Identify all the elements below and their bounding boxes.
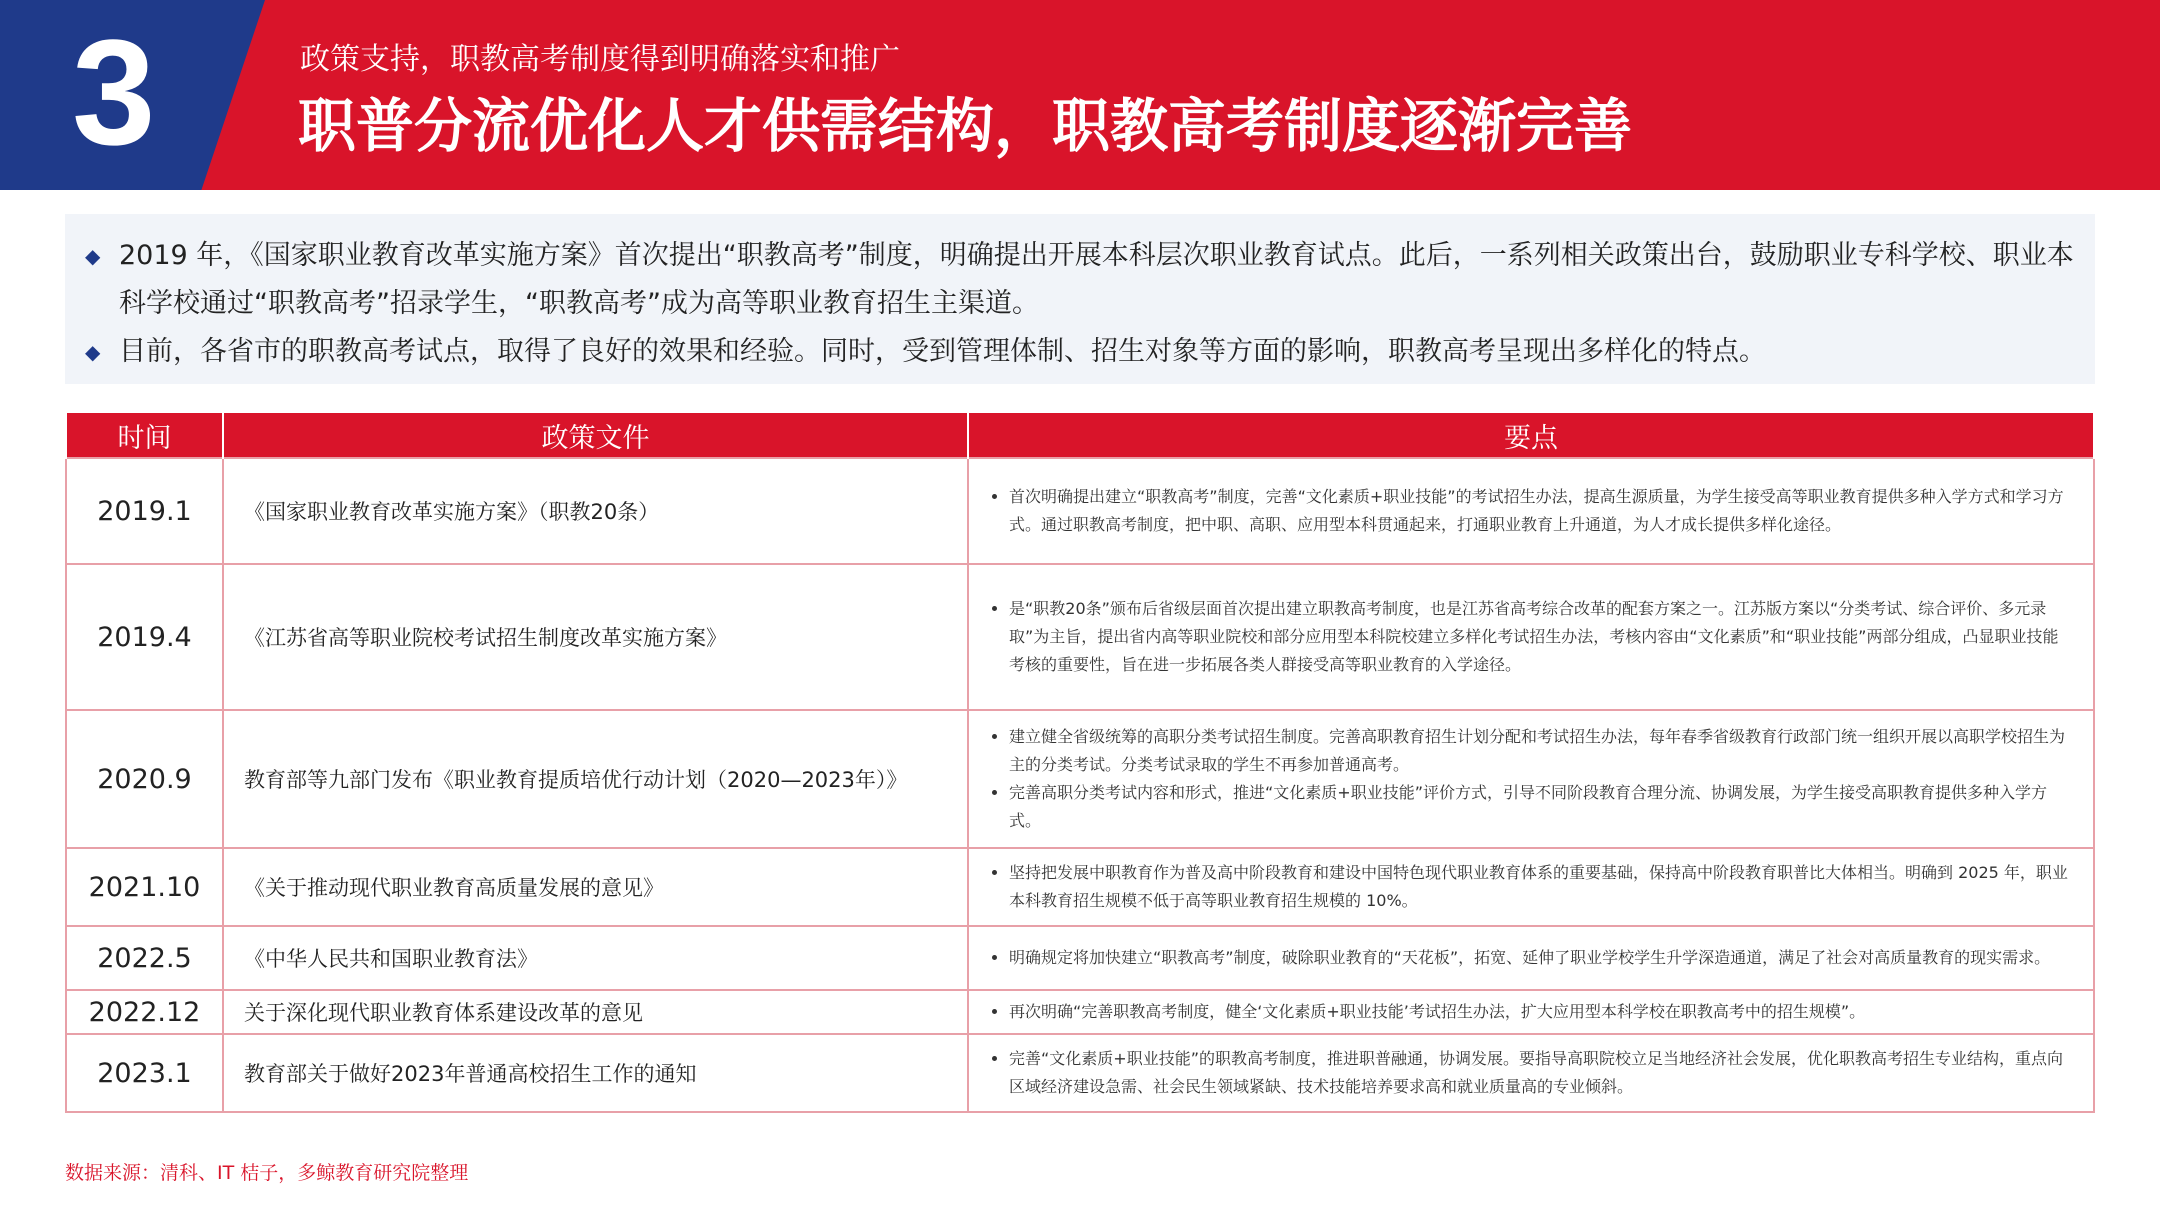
row-time: 2022.5 [66,926,223,990]
table-row [66,710,2094,848]
row-document: 教育部等九部门发布《职业教育提质培优行动计划（2020—2023年）》 [223,710,968,848]
policy-table [65,413,2095,1113]
row-document: 《关于推动现代职业教育高质量发展的意见》 [223,848,968,926]
section-number: 3 [72,8,156,176]
row-keypoints: • 明确规定将加快建立“职教高考”制度，破除职业教育的“天花板”，拓宽、延伸了职业学校学生升学深造通道，满足了社会对高质量教育的现实需求。 [968,926,2094,990]
table-row [66,1034,2094,1112]
row-document: 《国家职业教育改革实施方案》（职教20条） [223,458,968,564]
table-row [66,848,2094,926]
slide-title: 职普分流优化人才供需结构，职教高考制度逐渐完善 [298,92,1633,160]
diamond-bullet-icon: ◆ [85,340,101,364]
table-header-row [66,413,2094,458]
row-document: 教育部关于做好2023年普通高校招生工作的通知 [223,1034,968,1112]
row-document: 《江苏省高等职业院校考试招生制度改革实施方案》 [223,564,968,710]
row-time: 2023.1 [66,1034,223,1112]
row-time: 2021.10 [66,848,223,926]
header-banner [0,0,2160,190]
table-row [66,990,2094,1034]
row-document: 《中华人民共和国职业教育法》 [223,926,968,990]
row-time: 2022.12 [66,990,223,1034]
row-time: 2019.1 [66,458,223,564]
table-row [66,458,2094,564]
slide-subtitle: 政策支持，职教高考制度得到明确落实和推广 [300,42,900,77]
column-header-time: 时间 [66,413,223,458]
table-row [66,564,2094,710]
column-header-document: 政策文件 [223,413,968,458]
intro-box: ◆ 2019 年，《国家职业教育改革实施方案》首次提出“职教高考”制度，明确提出开展本科层次职业教育试点。此后，一系列相关政策出台，鼓励职业专科学校、职业本科学校通过“职教高考”招录学生，“职教高考”成为高等职业教育招生主渠道。 ◆ 目前，各省市的职教高考试点，取得了良好的效果和经验。同时，受到管理体制、招生对象等方面的影响，职教高考呈现出多样化的特点。 [65,214,2095,384]
column-header-keypoints: 要点 [968,413,2094,458]
data-source-note: 数据来源：清科、IT 桔子，多鲸教育研究院整理 [65,1162,469,1184]
row-document: 关于深化现代职业教育体系建设改革的意见 [223,990,968,1034]
row-keypoints: • 是“职教20条”颁布后省级层面首次提出建立职教高考制度，也是江苏省高考综合改革的配套方案之一。江苏版方案以“分类考试、综合评价、多元录取”为主旨，提出省内高等职业院校和部分应用型本科院校建立多样化考试招生办法，考核内容由“文化素质”和“职业技能”两部分组成，凸显职业技能考核的重要性，旨在进一步拓展各类人群接受高等职业教育的入学途径。 [968,564,2094,710]
row-time: 2020.9 [66,710,223,848]
row-time: 2019.4 [66,564,223,710]
row-keypoints: • 建立健全省级统筹的高职分类考试招生制度。完善高职教育招生计划分配和考试招生办法，每年春季省级教育行政部门统一组织开展以高职学校招生为主的分类考试。分类考试录取的学生不再参加普通高考。 • 完善高职分类考试内容和形式，推进“文化素质+职业技能”评价方式，引导不同阶段教育合理分流、协调发展，为学生接受高职教育提供多种入学方式。 [968,710,2094,848]
table-row [66,926,2094,990]
diamond-bullet-icon: ◆ [85,244,101,268]
row-keypoints: • 完善“文化素质+职业技能”的职教高考制度，推进职普融通，协调发展。要指导高职院校立足当地经济社会发展，优化职教高考招生专业结构，重点向区域经济建设急需、社会民生领域紧缺、技术技能培养要求高和就业质量高的专业倾斜。 [968,1034,2094,1112]
row-keypoints: • 坚持把发展中职教育作为普及高中阶段教育和建设中国特色现代职业教育体系的重要基础，保持高中阶段教育职普比大体相当。明确到 2025 年，职业本科教育招生规模不低于高等职业教育招生规模的 10%。 [968,848,2094,926]
row-keypoints: • 首次明确提出建立“职教高考”制度，完善“文化素质+职业技能”的考试招生办法，提高生源质量，为学生接受高等职业教育提供多种入学方式和学习方式。通过职教高考制度，把中职、高职、应用型本科贯通起来，打通职业教育上升通道，为人才成长提供多样化途径。 [968,458,2094,564]
row-keypoints: • 再次明确“完善职教高考制度，健全‘文化素质+职业技能’考试招生办法，扩大应用型本科学校在职教高考中的招生规模”。 [968,990,2094,1034]
